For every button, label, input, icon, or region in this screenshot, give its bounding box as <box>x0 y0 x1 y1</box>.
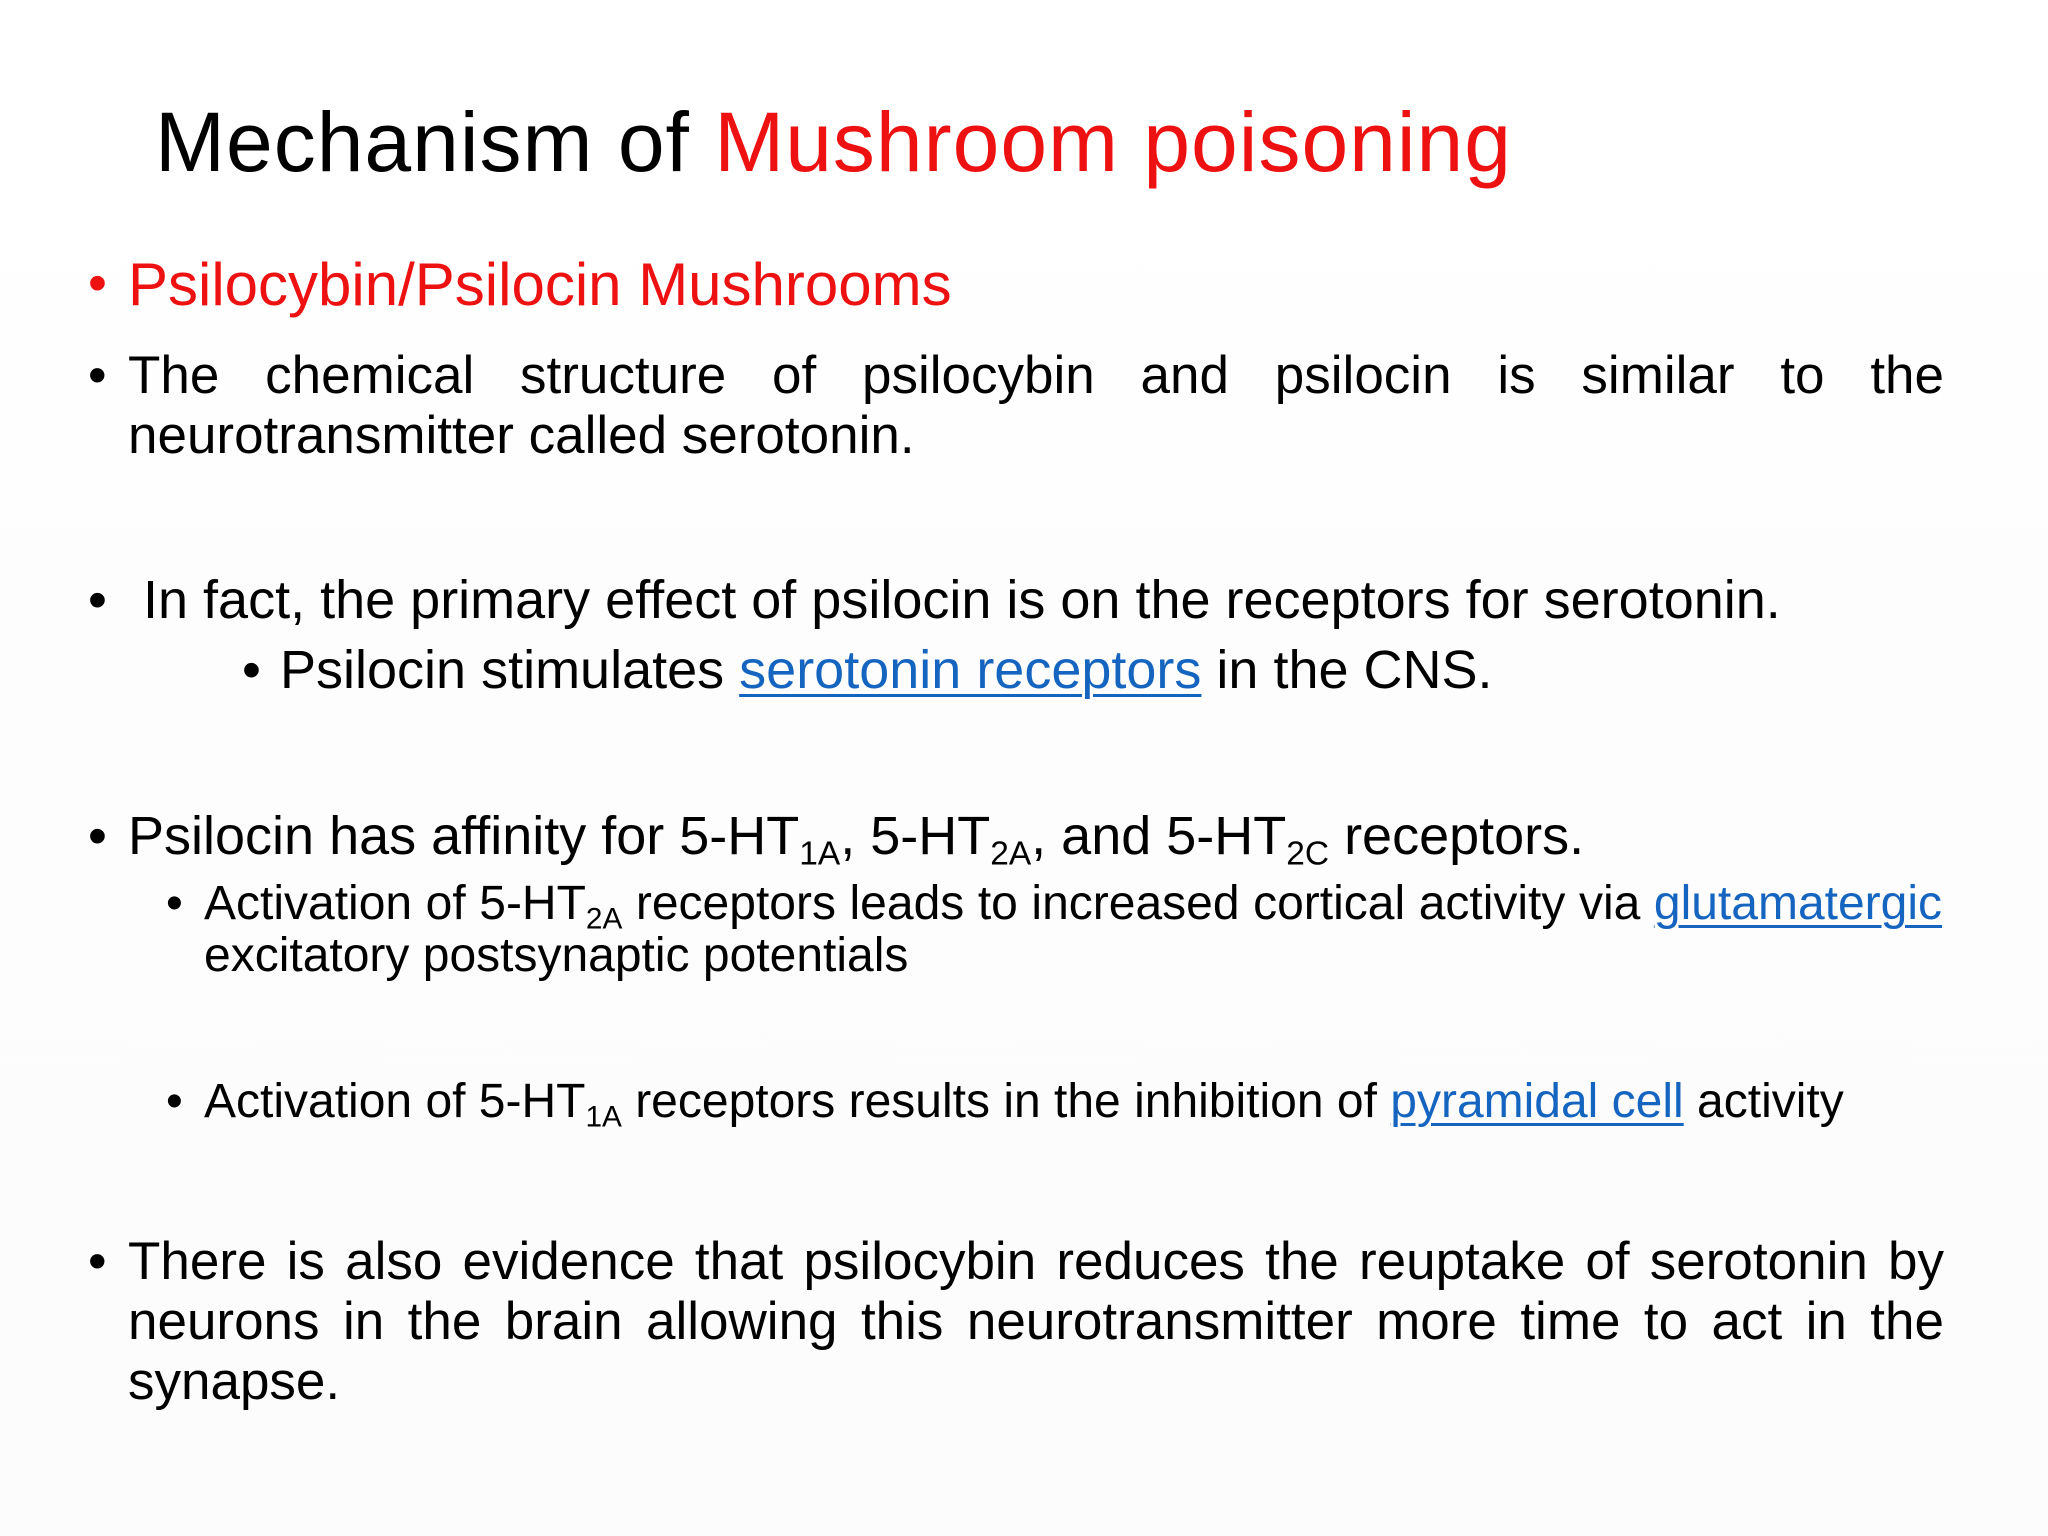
bullet-text: Psilocybin/Psilocin Mushrooms <box>128 251 952 318</box>
bullet-text: There is also evidence that psilocybin reduces the reuptake of serotonin by neurons in the brain allowing this neurotransmitter more time to act in the synapse. <box>128 1232 1944 1411</box>
slide-title <box>155 92 1512 192</box>
activation-1a-text-3: activity <box>1683 1075 1844 1128</box>
title-accent: Mushroom poisoning <box>714 95 1512 189</box>
bullet-text <box>128 806 1948 873</box>
bullet-text <box>204 1075 1966 1134</box>
activation-1a-sub: 1A <box>585 1100 622 1134</box>
activation-2a-sub: 2A <box>585 902 623 936</box>
activation-2a-text-2: receptors leads to increased cortical activity via <box>622 877 1654 930</box>
activation-1a-text-2: receptors results in the inhibition of <box>621 1075 1391 1128</box>
affinity-text-2: , 5-HT <box>840 806 991 866</box>
bullet-glyph: • <box>166 877 183 930</box>
bullet-text <box>280 640 1542 700</box>
affinity-text-4: receptors. <box>1329 806 1585 866</box>
bullet-glyph: • <box>88 346 107 405</box>
affinity-text-1: Psilocin has affinity for 5-HT <box>128 806 800 866</box>
glutamatergic-link[interactable]: glutamatergic <box>1653 877 1943 930</box>
text-after: in the CNS. <box>1201 640 1493 700</box>
bullet-text: In fact, the primary effect of psilocin is on the receptors for serotonin. <box>128 570 1781 630</box>
activation-2a-text-1: Activation of 5-HT <box>204 877 586 930</box>
activation-1a-text-1: Activation of 5-HT <box>204 1075 586 1128</box>
bullet-glyph: • <box>166 1075 183 1128</box>
bullet-glyph: • <box>88 253 107 313</box>
affinity-sub-1a: 1A <box>799 835 841 873</box>
affinity-sub-2a: 2A <box>990 835 1032 873</box>
activation-2a-text-3: excitatory postsynaptic potentials <box>204 929 909 982</box>
bullet-text <box>204 878 1942 982</box>
bullet-glyph: • <box>242 640 261 700</box>
bullet-glyph: • <box>88 806 107 866</box>
affinity-text-3: , and 5-HT <box>1031 806 1287 866</box>
affinity-sub-2c: 2C <box>1286 835 1330 873</box>
bullet-text: The chemical structure of psilocybin and psilocin is similar to the neurotransmitter called serotonin. <box>128 346 1944 465</box>
title-prefix: Mechanism of <box>155 95 715 189</box>
pyramidal-cell-link[interactable]: pyramidal cell <box>1390 1075 1684 1128</box>
bullet-psilocybin-heading <box>88 253 1948 323</box>
serotonin-receptors-link[interactable]: serotonin receptors <box>739 640 1202 700</box>
bullet-glyph: • <box>88 570 107 630</box>
text-before: Psilocin stimulates <box>280 640 740 700</box>
bullet-glyph: • <box>88 1232 107 1291</box>
